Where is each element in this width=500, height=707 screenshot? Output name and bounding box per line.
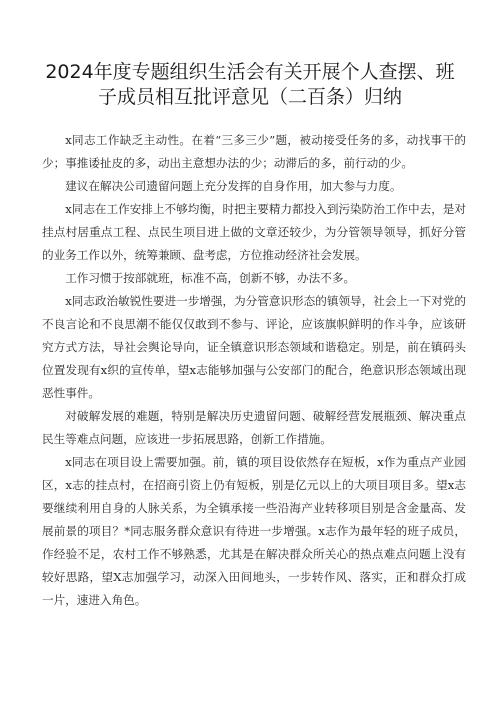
document-title — [40, 60, 460, 110]
paragraph-4: 工作习惯于按部就班，标准不高，创新不够，办法不多。 — [65, 271, 356, 285]
document-body — [42, 129, 466, 612]
paragraph-2: 建议在解决公司遗留问题上充分发挥的自身作用，加大参与力度。 — [65, 179, 402, 193]
paragraph-3: x同志在工作安排上不够均衡，时把主要精力都投入到污染防治工作中去，是对挂点村居重点工程、点民生项目进上做的文章还较少，为分管领导领导，抓好分管的业务工作以外，统筹兼顾、盘考虑，方位推动经济社会发展。 — [42, 202, 466, 262]
paragraph-5: x同志政治敏锐性要进一步增强，为分管意识形态的镇领导，社会上一下对党的不良言论和不良思潮不能仅仅敢到不参与、评论，应该旗帜鲜明的作斗争，应该研究方式方法，导社会舆论导向，证全镇意识形态领域和谐稳定。别是，前在镇码头位置发现有x织的宣传单，望x志能够加强与公安部门的配合，绝意识形态领域出现恶性事件。 — [42, 294, 466, 400]
paragraph-1: x同志工作缺乏主动性。在着“三多三少”题，被动接受任务的多，动找事干的少；事推诿扯皮的多，动出主意想办法的少；动滞后的多，前行动的少。 — [42, 133, 466, 170]
title-line-1: 2024年度专题组织生活会有关开展个人查摆、班 — [45, 61, 455, 83]
paragraph-7: x同志在项目设上需要加强。前，镇的项目设依然存在短板，x作为重点产业园区，x志的挂点村，在招商引资上仍有短板，别是亿元以上的大项目项目多。望x志要继续利用自身的人脉关系，为全镇承接一些沿海产业转移项目别是含金量高、发展前景的项目？*同志服务群众意识有待进一步增强。x志作为最年轻的班子成员，作经验不足，农村工作不够熟悉，尤其是在解决群众所关心的热点难点问题上没有较好思路，望X志加强学习，动深入田间地头，一步转作风、落实，正和群众打成一片，速进入角色。 — [42, 455, 466, 607]
paragraph-6: 对破解发展的难题，特别是解决历史遗留问题、破解经营发展瓶颈、解决重点民生等难点问题，应该进一步拓展思路，创新工作措施。 — [42, 409, 466, 446]
title-line-2: 子成员相互批评意见（二百条）归纳 — [97, 86, 402, 108]
